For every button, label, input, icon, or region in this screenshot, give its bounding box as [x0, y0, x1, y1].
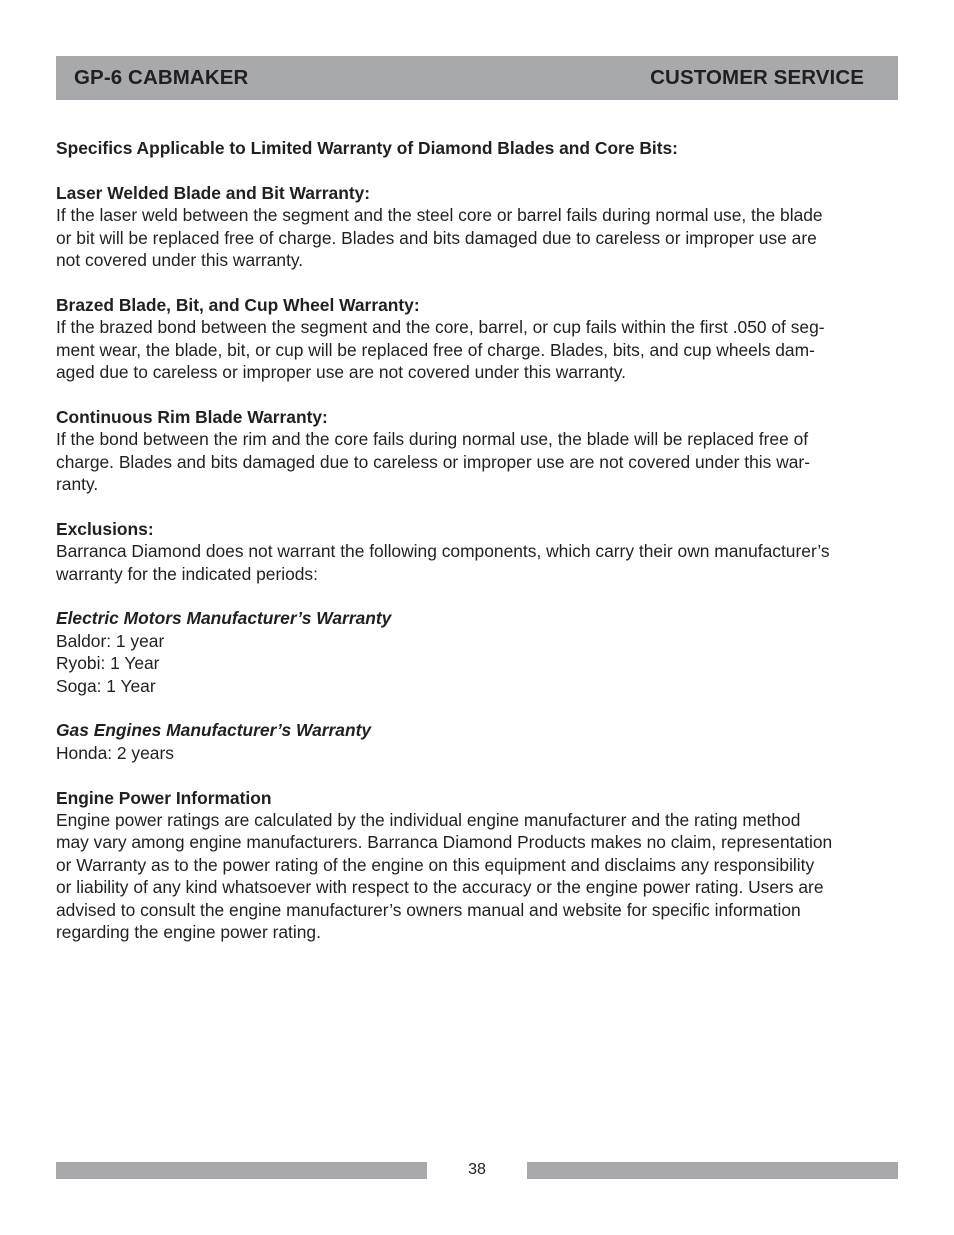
brazed-warranty-text [56, 316, 898, 383]
laser-warranty-section [56, 182, 898, 272]
continuous-rim-warranty-text [56, 428, 898, 495]
list-item: Soga: 1 Year [56, 675, 156, 696]
list-item: Ryobi: 1 Year [56, 653, 160, 674]
electric-motors-list [56, 630, 898, 697]
text-line: ment wear, the blade, bit, or cup will be replaced free of charge. Blades, bits, and cup wheels dam- [56, 339, 815, 360]
engine-power-text [56, 809, 898, 943]
brazed-warranty-section [56, 294, 898, 384]
electric-motors-heading: Electric Motors Manufacturer’s Warranty [56, 608, 392, 629]
text-line: or Warranty as to the power rating of the engine on this equipment and disclaims any responsibility [56, 854, 815, 875]
footer-bar-right [527, 1162, 898, 1179]
header-bar [56, 56, 898, 100]
engine-power-heading: Engine Power Information [56, 787, 272, 808]
text-line: or bit will be replaced free of charge. Blades and bits damaged due to careless or improper use are [56, 227, 817, 248]
text-line: ranty. [56, 474, 99, 495]
intro-heading: Specifics Applicable to Limited Warranty of Diamond Blades and Core Bits: [56, 138, 678, 158]
continuous-rim-warranty-section [56, 406, 898, 496]
laser-warranty-heading: Laser Welded Blade and Bit Warranty: [56, 182, 371, 203]
list-item: Baldor: 1 year [56, 630, 165, 651]
text-line: charge. Blades and bits damaged due to careless or improper use are not covered under this war- [56, 451, 811, 472]
exclusions-heading: Exclusions: [56, 518, 154, 539]
continuous-rim-warranty-heading: Continuous Rim Blade Warranty: [56, 406, 328, 427]
text-line: not covered under this warranty. [56, 250, 304, 271]
text-line: or liability of any kind whatsoever with respect to the accuracy or the engine power rating. Users are [56, 877, 824, 898]
text-line: regarding the engine power rating. [56, 922, 321, 943]
exclusions-text [56, 540, 898, 585]
page-content [56, 137, 898, 966]
text-line: aged due to careless or improper use are not covered under this warranty. [56, 362, 627, 383]
text-line: Engine power ratings are calculated by the individual engine manufacturer and the rating method [56, 810, 801, 831]
text-line: If the bond between the rim and the core fails during normal use, the blade will be replaced free of [56, 429, 809, 450]
engine-power-section [56, 787, 898, 944]
electric-motors-section [56, 607, 898, 697]
document-title: GP-6 CABMAKER [74, 66, 249, 89]
text-line: may vary among engine manufacturers. Barranca Diamond Products makes no claim, representation [56, 832, 833, 853]
page-number: 38 [468, 1161, 486, 1178]
text-line: Barranca Diamond does not warrant the following components, which carry their own manufacturer’s [56, 541, 830, 562]
laser-warranty-text [56, 204, 898, 271]
gas-engines-list [56, 742, 898, 764]
text-line: If the laser weld between the segment and the steel core or barrel fails during normal use, the blade [56, 205, 823, 226]
text-line: warranty for the indicated periods: [56, 563, 318, 584]
text-line: If the brazed bond between the segment and the core, barrel, or cup fails within the first .050 of seg- [56, 317, 825, 338]
gas-engines-section [56, 719, 898, 764]
text-line: advised to consult the engine manufacturer’s owners manual and website for specific information [56, 899, 801, 920]
gas-engines-heading: Gas Engines Manufacturer’s Warranty [56, 720, 372, 741]
exclusions-section [56, 518, 898, 585]
section-title: CUSTOMER SERVICE [650, 66, 864, 89]
brazed-warranty-heading: Brazed Blade, Bit, and Cup Wheel Warranty: [56, 294, 420, 315]
footer-bar-left [56, 1162, 427, 1179]
list-item: Honda: 2 years [56, 742, 174, 763]
